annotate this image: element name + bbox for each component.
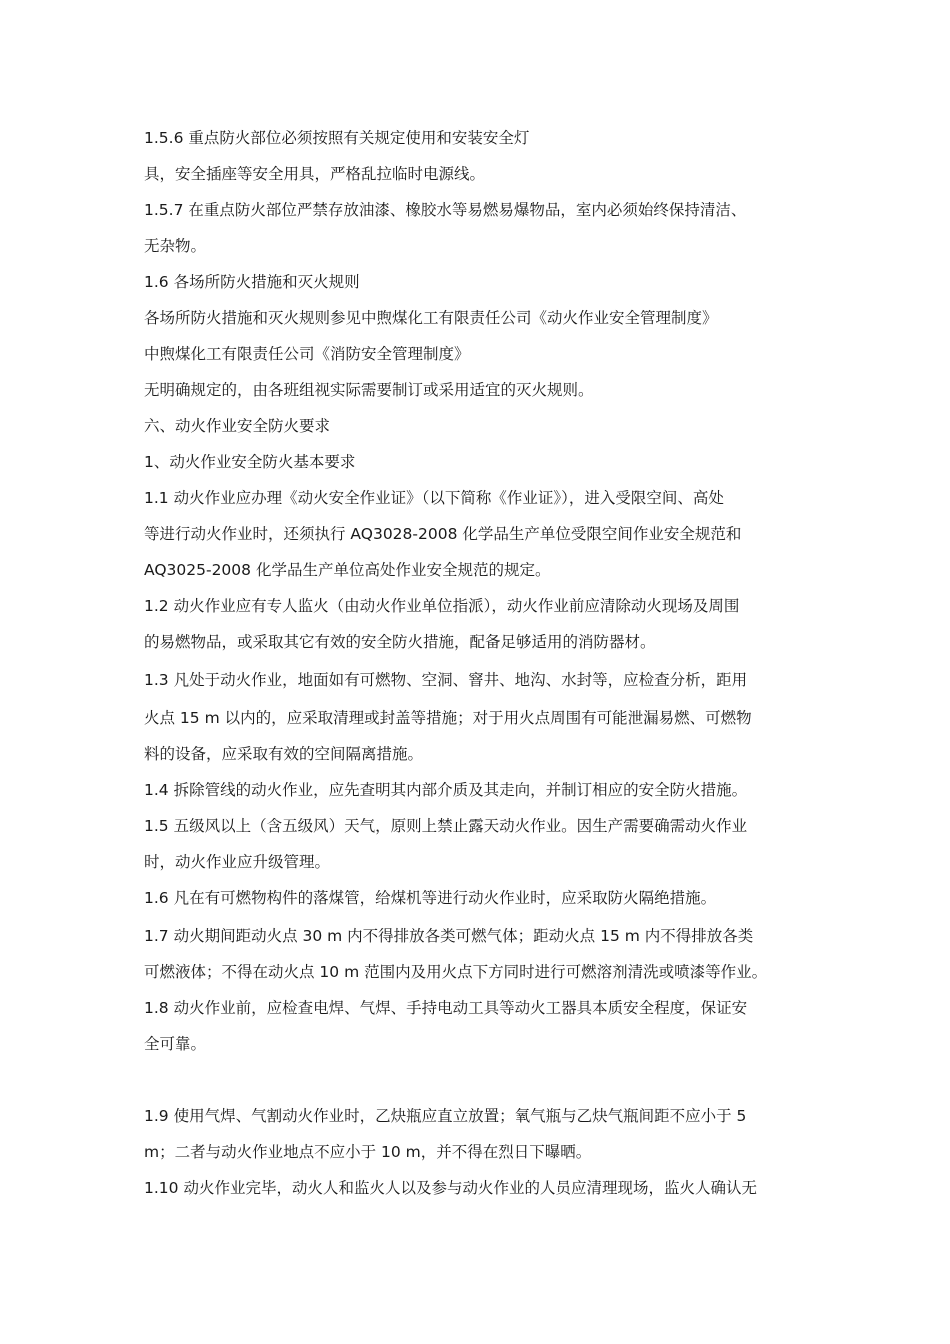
paragraph-line: 无明确规定的，由各班组视实际需要制订或采用适宜的灭火规则。	[144, 381, 594, 399]
paragraph-line: 1.5 五级风以上（含五级风）天气，原则上禁止露天动火作业。因生产需要确需动火作业	[144, 817, 748, 835]
paragraph-line: 中煦煤化工有限责任公司《消防安全管理制度》	[144, 345, 470, 363]
paragraph-line: 1.9 使用气焊、气割动火作业时，乙炔瓶应直立放置；氧气瓶与乙炔气瓶间距不应小于 5	[144, 1107, 747, 1125]
paragraph-line: 1.5.7 在重点防火部位严禁存放油漆、橡胶水等易燃易爆物品，室内必须始终保持清洁、	[144, 201, 747, 219]
section-heading: 1.6 各场所防火措施和灭火规则	[144, 273, 360, 291]
paragraph-line: 等进行动火作业时，还须执行 AQ3028-2008 化学品生产单位受限空间作业安全规范和	[144, 525, 742, 543]
paragraph-line: 火点 15 m 以内的，应采取清理或封盖等措施；对于用火点周围有可能泄漏易燃、可燃物	[144, 709, 752, 727]
paragraph-line: 1.4 拆除管线的动火作业，应先查明其内部介质及其走向，并制订相应的安全防火措施。	[144, 781, 748, 799]
chapter-heading: 六、动火作业安全防火要求	[144, 417, 331, 435]
paragraph-line: 1.10 动火作业完毕，动火人和监火人以及参与动火作业的人员应清理现场，监火人确认无	[144, 1179, 757, 1197]
paragraph-line: 1.5.6 重点防火部位必须按照有关规定使用和安装安全灯	[144, 129, 530, 147]
paragraph-line: 1.6 凡在有可燃物构件的落煤管，给煤机等进行动火作业时，应采取防火隔绝措施。	[144, 889, 717, 907]
paragraph-line: 全可靠。	[144, 1035, 207, 1053]
paragraph-line: 1.8 动火作业前，应检查电焊、气焊、手持电动工具等动火工器具本质安全程度，保证安	[144, 999, 748, 1017]
paragraph-line: 具，安全插座等安全用具，严格乱拉临时电源线。	[144, 165, 486, 183]
paragraph-line: 料的设备，应采取有效的空间隔离措施。	[144, 745, 424, 763]
paragraph-line: 1.2 动火作业应有专人监火（由动火作业单位指派），动火作业前应清除动火现场及周围	[144, 597, 740, 615]
paragraph-line: 各场所防火措施和灭火规则参见中煦煤化工有限责任公司《动火作业安全管理制度》	[144, 309, 718, 327]
paragraph-line: 可燃液体；不得在动火点 10 m 范围内及用火点下方同时进行可燃溶剂清洗或喷漆等作业。	[144, 963, 768, 981]
section-heading: 1、动火作业安全防火基本要求	[144, 453, 356, 471]
paragraph-line: 无杂物。	[144, 237, 207, 255]
paragraph-line: m；二者与动火作业地点不应小于 10 m，并不得在烈日下曝晒。	[144, 1143, 592, 1161]
paragraph-line: 1.7 动火期间距动火点 30 m 内不得排放各类可燃气体；距动火点 15 m 内不得排放各类	[144, 927, 754, 945]
paragraph-line: 1.1 动火作业应办理《动火安全作业证》（以下简称《作业证》），进入受限空间、高处	[144, 489, 724, 507]
paragraph-line: 1.3 凡处于动火作业，地面如有可燃物、空洞、窨井、地沟、水封等，应检查分析，距用	[144, 671, 748, 689]
paragraph-line: 的易燃物品，或采取其它有效的安全防火措施，配备足够适用的消防器材。	[144, 633, 656, 651]
paragraph-line: AQ3025-2008 化学品生产单位高处作业安全规范的规定。	[144, 561, 551, 579]
paragraph-line: 时，动火作业应升级管理。	[144, 853, 331, 871]
